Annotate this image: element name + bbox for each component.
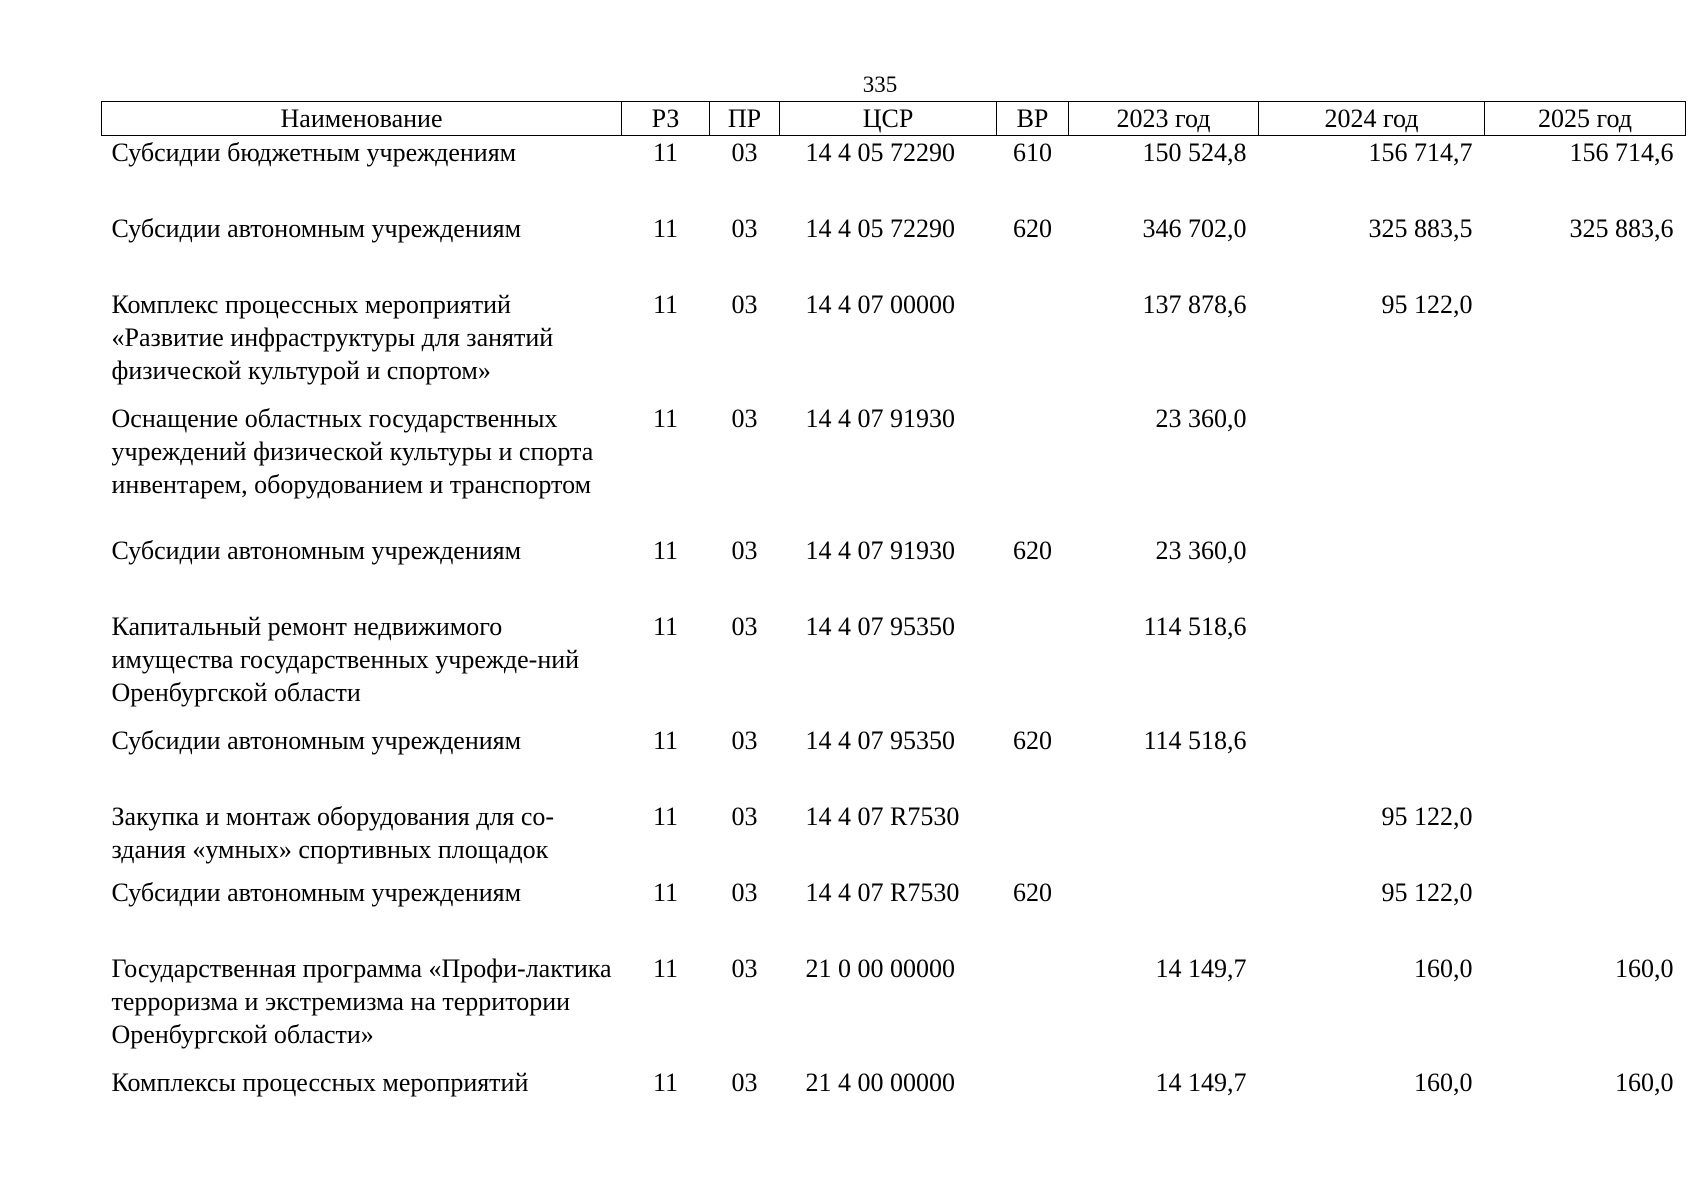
table-row (102, 402, 1686, 534)
cell-2023: 150 524,8 (1142, 138, 1247, 167)
cell-2024: 95 122,0 (1381, 290, 1473, 319)
cell-2025 (1485, 534, 1686, 610)
cell-2025 (1485, 724, 1686, 800)
cell-rz: 11 (652, 1068, 679, 1097)
table-body (102, 136, 1686, 1143)
table-header (102, 102, 1686, 136)
cell-csr: 14 4 07 R7530 (805, 878, 960, 907)
cell-csr: 14 4 07 91930 (805, 536, 955, 565)
cell-rz: 11 (652, 404, 679, 433)
cell-2025: 156 714,6 (1569, 138, 1674, 167)
header-2024: 2024 год (1259, 102, 1485, 136)
cell-2024: 156 714,7 (1368, 138, 1473, 167)
cell-name: Субсидии автономным учреждениям (111, 536, 522, 565)
cell-vr (997, 610, 1069, 724)
cell-name: Закупка и монтаж оборудования для со-здания «умных» спортивных площадок (111, 802, 555, 864)
cell-2025 (1485, 402, 1686, 534)
table-row (102, 1066, 1686, 1142)
cell-pr: 03 (731, 954, 758, 983)
cell-vr (997, 1066, 1069, 1142)
table-row (102, 952, 1686, 1066)
header-row (102, 102, 1686, 136)
cell-2024: 95 122,0 (1381, 802, 1473, 831)
cell-csr: 14 4 07 00000 (805, 290, 955, 319)
cell-vr (997, 402, 1069, 534)
cell-2024 (1259, 534, 1485, 610)
cell-2025: 160,0 (1615, 1068, 1674, 1097)
cell-name: Субсидии автономным учреждениям (111, 726, 522, 755)
cell-name: Комплекс процессных мероприятий «Развитие инфраструктуры для занятий физической культурой и спортом» (111, 290, 554, 385)
cell-2023: 114 518,6 (1143, 726, 1247, 755)
cell-name: Субсидии автономным учреждениям (111, 214, 522, 243)
cell-2025: 325 883,6 (1569, 214, 1674, 243)
cell-name: Субсидии автономным учреждениям (111, 878, 522, 907)
cell-rz: 11 (652, 536, 679, 565)
cell-2023: 137 878,6 (1142, 290, 1247, 319)
cell-pr: 03 (731, 404, 758, 433)
cell-2025: 160,0 (1615, 954, 1674, 983)
cell-csr: 14 4 05 72290 (805, 214, 955, 243)
cell-csr: 14 4 07 95350 (805, 726, 955, 755)
cell-rz: 11 (652, 612, 679, 641)
cell-2024: 160,0 (1414, 954, 1473, 983)
cell-pr: 03 (731, 726, 758, 755)
cell-rz: 11 (652, 726, 679, 755)
cell-2023: 23 360,0 (1155, 404, 1247, 433)
table-row (102, 288, 1686, 402)
page-number: 335 (862, 72, 898, 97)
cell-vr: 610 (1013, 138, 1052, 167)
header-2025: 2025 год (1485, 102, 1686, 136)
cell-name: Государственная программа «Профи-лактика терроризма и экстремизма на территории Оренбургской области» (111, 954, 612, 1049)
cell-name: Комплексы процессных мероприятий (111, 1068, 529, 1097)
header-csr: ЦСР (780, 102, 997, 136)
cell-rz: 11 (652, 878, 679, 907)
cell-pr: 03 (731, 878, 758, 907)
table-row (102, 876, 1686, 952)
header-name: Наименование (102, 102, 622, 136)
cell-pr: 03 (731, 290, 758, 319)
cell-2023: 14 149,7 (1155, 1068, 1247, 1097)
cell-2023 (1069, 800, 1259, 876)
cell-csr: 21 0 00 00000 (805, 954, 955, 983)
cell-pr: 03 (731, 612, 758, 641)
budget-table (101, 101, 1686, 1142)
cell-csr: 14 4 07 R7530 (805, 802, 960, 831)
cell-2024 (1259, 610, 1485, 724)
cell-vr: 620 (1013, 878, 1052, 907)
cell-2024: 325 883,5 (1368, 214, 1473, 243)
cell-pr: 03 (731, 802, 758, 831)
cell-vr: 620 (1013, 214, 1052, 243)
cell-csr: 14 4 07 95350 (805, 612, 955, 641)
cell-pr: 03 (731, 214, 758, 243)
cell-rz: 11 (652, 954, 679, 983)
cell-2025 (1485, 876, 1686, 952)
cell-csr: 14 4 05 72290 (805, 138, 955, 167)
cell-rz: 11 (652, 802, 679, 831)
cell-2023: 114 518,6 (1143, 612, 1247, 641)
header-rz: РЗ (622, 102, 710, 136)
cell-vr: 620 (1013, 536, 1052, 565)
cell-csr: 14 4 07 91930 (805, 404, 955, 433)
cell-vr (997, 952, 1069, 1066)
cell-name: Капитальный ремонт недвижимого имущества государственных учрежде-ний Оренбургской области (111, 612, 580, 707)
cell-vr: 620 (1013, 726, 1052, 755)
cell-rz: 11 (652, 214, 679, 243)
cell-pr: 03 (731, 536, 758, 565)
cell-2023 (1069, 876, 1259, 952)
cell-2025 (1485, 610, 1686, 724)
cell-name: Субсидии бюджетным учреждениям (111, 138, 517, 167)
header-vr: ВР (997, 102, 1069, 136)
table-row (102, 212, 1686, 288)
cell-2023: 346 702,0 (1142, 214, 1247, 243)
cell-pr: 03 (731, 1068, 758, 1097)
cell-csr: 21 4 00 00000 (805, 1068, 955, 1097)
cell-vr (997, 800, 1069, 876)
cell-2025 (1485, 800, 1686, 876)
cell-2024 (1259, 402, 1485, 534)
table-row (102, 136, 1686, 213)
cell-2024: 160,0 (1414, 1068, 1473, 1097)
cell-2025 (1485, 288, 1686, 402)
cell-name: Оснащение областных государственных учреждений физической культуры и спорта инвентарем, оборудованием и транспортом (111, 404, 594, 499)
cell-2024: 95 122,0 (1381, 878, 1473, 907)
table-row (102, 610, 1686, 724)
cell-2023: 23 360,0 (1155, 536, 1247, 565)
cell-2023: 14 149,7 (1155, 954, 1247, 983)
table-row (102, 800, 1686, 876)
cell-rz: 11 (652, 290, 679, 319)
table-row (102, 724, 1686, 800)
cell-rz: 11 (652, 138, 679, 167)
header-2023: 2023 год (1069, 102, 1259, 136)
cell-2024 (1259, 724, 1485, 800)
table-row (102, 534, 1686, 610)
cell-pr: 03 (731, 138, 758, 167)
cell-vr (997, 288, 1069, 402)
header-pr: ПР (710, 102, 780, 136)
